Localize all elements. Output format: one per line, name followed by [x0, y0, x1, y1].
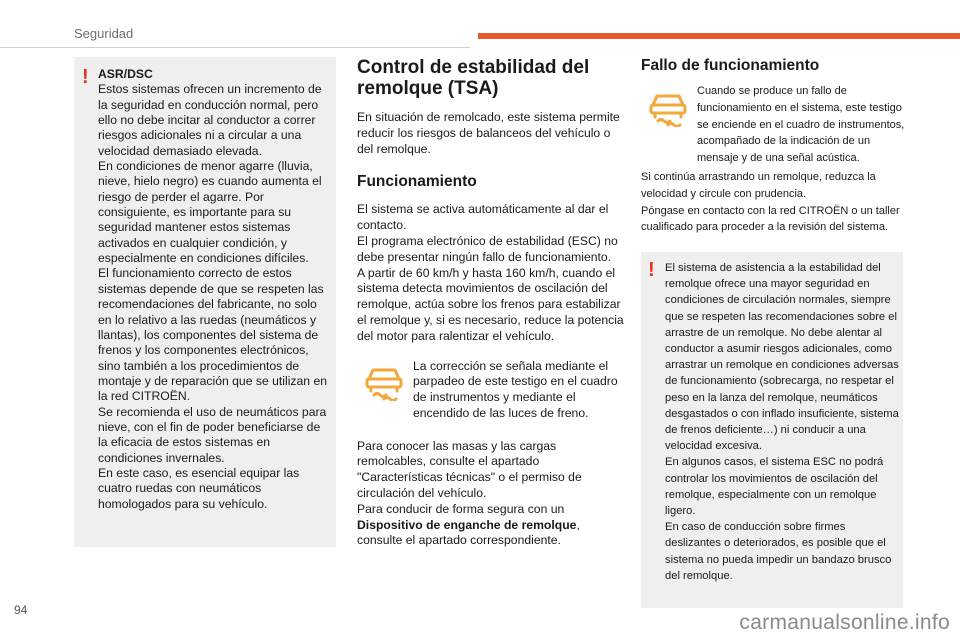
warning-paragraph: En condiciones de menor agarre (lluvia, nieve, hielo negro) es cuando aumenta el riesgo de perder el agarre. Por consiguiente, es importante para su seguridad mantener estos sistemas activados en cualquier condición, y especialmente en condiciones difíciles. [98, 159, 322, 266]
body-paragraph: A partir de 60 km/h y hasta 160 km/h, cuando el sistema detecta movimientos de oscilación del remolque, actúa sobre los frenos para estabilizar el remolque y, si es necesario, reduce la potencia del motor para ralentizar el vehículo. [357, 265, 624, 343]
warning-title: ASR/DSC [98, 67, 153, 81]
section-title: Control de estabilidad del remolque (TSA) [357, 57, 590, 99]
tsa-section [357, 57, 624, 549]
warning-paragraph: En caso de conducción sobre firmes deslizantes o deteriorados, es posible que el sistema no pueda impedir un bandazo brusco del remolque. [665, 521, 892, 582]
section-title: Fallo de funcionamiento [641, 57, 820, 74]
icon-note [641, 83, 911, 163]
text-segment: , consulte el apartado correspondiente. [357, 517, 580, 548]
header-divider [0, 47, 470, 48]
icon-note-text: La corrección se señala mediante el parpadeo de este testigo en el cuadro de instrumentos y mediante el encendido de las luces de freno. [413, 358, 618, 420]
warning-paragraph: En este caso, es esencial equipar las cuatro ruedas con neumáticos homologados para su vehículo. [98, 465, 300, 511]
body-paragraph: El sistema se activa automáticamente al dar el contacto. [357, 202, 609, 233]
stability-warning-icon [647, 91, 689, 127]
warning-paragraph: Estos sistemas ofrecen un incremento de la seguridad en conducción normal, pero ello no debe incitar al conductor a correr riesgos adicionales ni a circular a una velocidad demasiado elevada. [98, 82, 322, 158]
warning-paragraph: El funcionamiento correcto de estos sistemas depende de que se respeten las recomendaciones del fabricante, no solo en lo relativo a las ruedas (neumáticos y llantas), los componentes del sistema de frenos y los componentes electrónicos, sino también a los procedimientos de montaje y de reparación que se utilizan en la red CITROËN. [98, 266, 327, 404]
tsa-warning-text [665, 260, 901, 584]
warning-paragraph: El sistema de asistencia a la estabilidad del remolque ofrece una mayor seguridad en condiciones de circulación normales, siempre que se respeten las recomendaciones sobre el arrastre de un remolque. No debe alentar al conductor a asumir riesgos adicionales, como arrastrar un remolque en condiciones adversas de funcionamiento (sobrecarga, no respetar el peso en la lanza del remolque, neumáticos desgastados o con inflado insuficiente, sistema de frenos deficiente…) ni conducir a una velocidad excesiva. [665, 262, 899, 453]
section-header: Seguridad [74, 26, 134, 41]
body-paragraph: Para conocer las masas y las cargas remolcables, consulte el apartado "Características técnicas" o el permiso de circulación del vehículo. [357, 438, 582, 500]
header-accent-bar [478, 33, 960, 39]
subsection-title: Funcionamiento [357, 173, 477, 191]
asr-dsc-warning-box [74, 57, 336, 547]
exclamation-icon: ! [648, 259, 655, 281]
bold-link-text: Dispositivo de enganche de remolque [357, 517, 577, 532]
warning-paragraph: En algunos casos, el sistema ESC no podrá controlar los movimientos de oscilación del remolque, especialmente con un remolque ligero. [665, 456, 884, 518]
warning-paragraph: Se recomienda el uso de neumáticos para nieve, con el fin de poder beneficiarse de la eficacia de estos sistemas en condiciones invernales. [98, 404, 327, 465]
malfunction-section [641, 57, 911, 236]
body-paragraph [357, 502, 624, 549]
asr-dsc-warning-text [98, 67, 332, 512]
body-paragraph: El programa electrónico de estabilidad (ESC) no debe presentar ningún fallo de funcionamiento. [357, 233, 618, 264]
tsa-warning-box [641, 252, 903, 608]
exclamation-icon: ! [82, 66, 89, 88]
page-number: 94 [14, 603, 28, 617]
stability-warning-icon [363, 365, 405, 401]
body-paragraph: Póngase en contacto con la red CITROËN o un taller cualificado para proceder a la revisión del sistema. [641, 204, 900, 234]
body-paragraph: Si continúa arrastrando un remolque, reduzca la velocidad y circule con prudencia. [641, 171, 876, 200]
watermark: carmanualsonline.info [739, 611, 950, 634]
text-segment: Para conducir de forma segura con un [357, 501, 565, 516]
icon-note-text: Cuando se produce un fallo de funcionamiento en el sistema, este testigo se enciende en el cuadro de instrumentos, acompañado de la indicación de un mensaje y de una señal acústica. [697, 85, 905, 165]
intro-paragraph: En situación de remolcado, este sistema permite reducir los riesgos de balanceos del vehículo o del remolque. [357, 110, 620, 156]
icon-note [357, 359, 624, 429]
